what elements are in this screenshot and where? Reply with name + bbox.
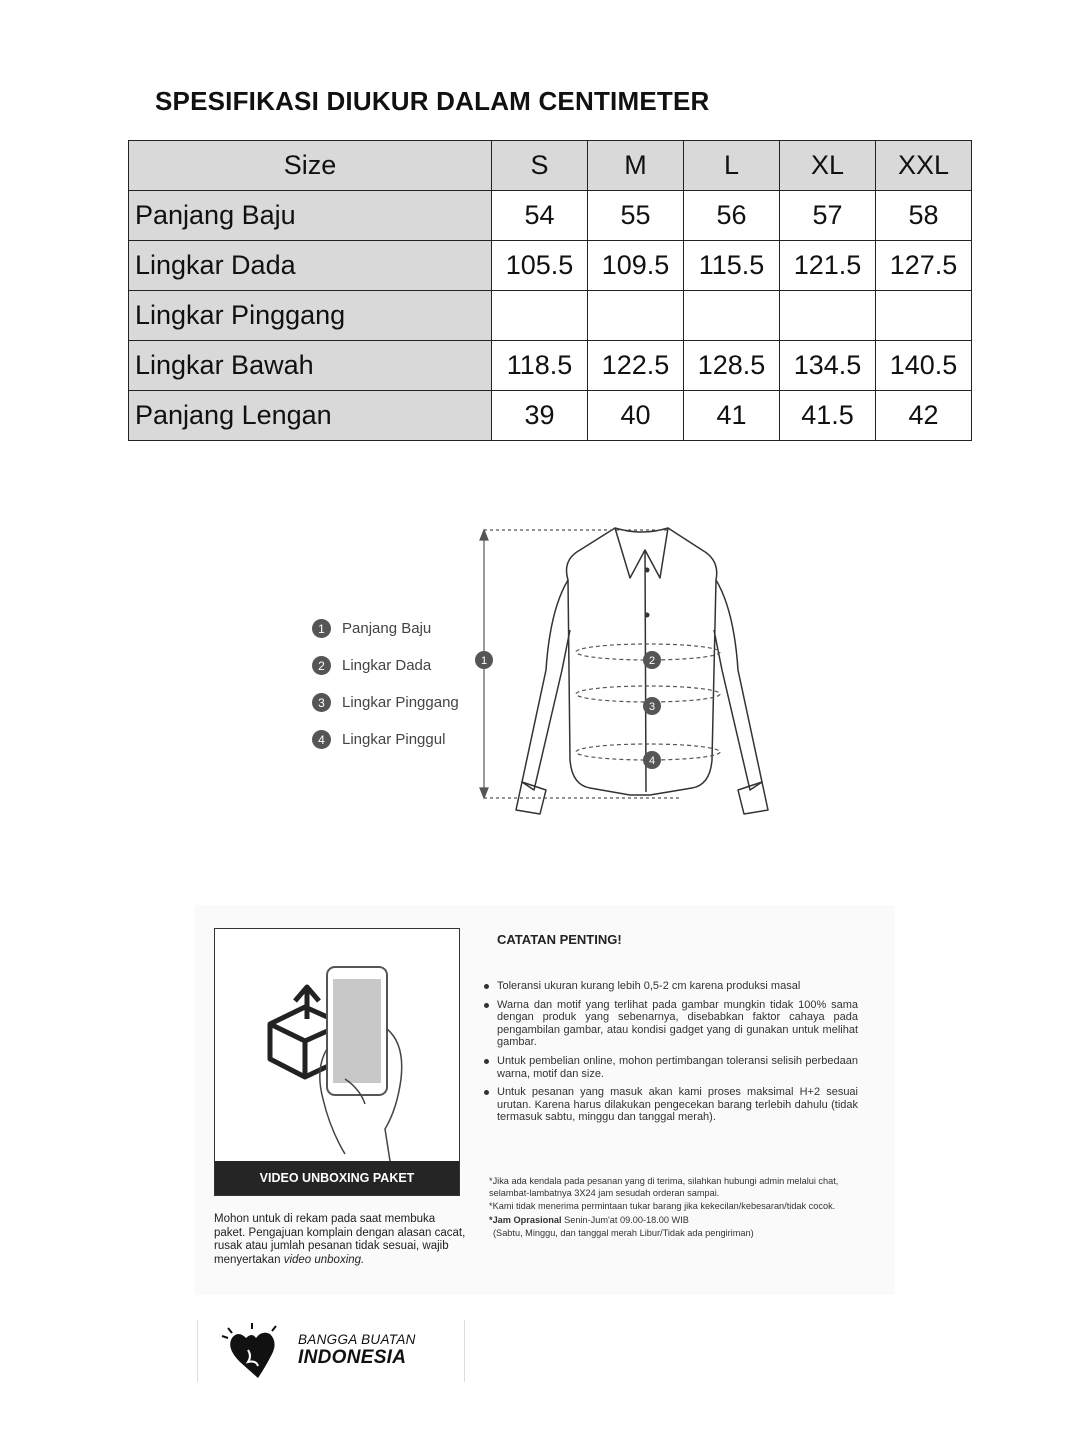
table-cell: 56 (684, 191, 780, 241)
legend-number: 2 (312, 656, 331, 675)
brand-logo (197, 1320, 465, 1382)
table-cell: 140.5 (876, 341, 972, 391)
hours-label: *Jam Oprasional (489, 1214, 562, 1225)
legend-number: 4 (312, 730, 331, 749)
marker-2-label: 2 (648, 655, 656, 667)
header-cell: XXL (876, 141, 972, 191)
row-label: Lingkar Bawah (129, 341, 492, 391)
table-cell (684, 291, 780, 341)
table-row (129, 241, 972, 291)
shirt-button (645, 613, 650, 618)
legend-item (312, 647, 459, 684)
left-sleeve (522, 580, 570, 790)
table-cell: 115.5 (684, 241, 780, 291)
heart-logo-icon (218, 1320, 298, 1382)
right-sleeve (714, 580, 762, 790)
table-cell: 122.5 (588, 341, 684, 391)
right-cuff (738, 782, 768, 814)
table-cell: 121.5 (780, 241, 876, 291)
legend-label: Panjang Baju (342, 620, 432, 637)
row-label: Panjang Lengan (129, 391, 492, 441)
shirt-body-outline (567, 528, 717, 795)
table-cell: 109.5 (588, 241, 684, 291)
table-cell: 57 (780, 191, 876, 241)
table-cell: 58 (876, 191, 972, 241)
table-header-row (129, 141, 972, 191)
note-item: Warna dan motif yang terlihat pada gambar mungkin tidak 100% sama dengan produk yang sebenarnya, disebabkan faktor cahaya pada pengambilan gambar, atau kondisi gadget yang di gunakan untuk melihat gambar. (483, 999, 858, 1049)
legend-item (312, 721, 459, 758)
shirt-measurement-diagram (470, 520, 800, 820)
unboxing-text-italic: video unboxing. (283, 1253, 365, 1266)
footnote: *Jika ada kendala pada pesanan yang di terima, silahkan hubungi admin melalui chat, selambat-lambatnya 3X24 jam sesudah orderan sampai. (489, 1176, 839, 1198)
table-row (129, 391, 972, 441)
legend-item (312, 684, 459, 721)
table-cell (780, 291, 876, 341)
table-cell: 41 (684, 391, 780, 441)
table-row (129, 291, 972, 341)
note-item: Toleransi ukuran kurang lebih 0,5-2 cm karena produksi masal (483, 980, 858, 993)
header-cell: M (588, 141, 684, 191)
legend-label: Lingkar Pinggang (342, 694, 459, 711)
footnote: *Kami tidak menerima permintaan tukar barang jika kekecilan/kebesaran/tidak cocok. (489, 1201, 836, 1211)
hours-value: Senin-Jum'at 09.00-18.00 WIB (564, 1214, 689, 1225)
header-cell: L (684, 141, 780, 191)
unboxing-text: Mohon untuk di rekam pada saat membuka paket. Pengajuan komplain dengan alasan cacat, rusak atau jumlah pesanan tidak sesuai, wajib menyertakan (214, 1213, 466, 1266)
page-title: SPESIFIKASI DIUKUR DALAM CENTIMETER (155, 86, 710, 116)
header-cell: XL (780, 141, 876, 191)
note-item: Untuk pesanan yang masuk akan kami proses maksimal H+2 sesuai urutan. Karena harus dilakukan pengecekan barang terlebih dahulu (tidak termasuk sabtu, minggu dan tanggal merah). (483, 1086, 858, 1124)
marker-3-label: 3 (648, 701, 656, 713)
table-cell: 42 (876, 391, 972, 441)
logo-text-line1: BANGGA BUATAN (298, 1332, 416, 1347)
table-cell: 118.5 (492, 341, 588, 391)
note-item: Untuk pembelian online, mohon pertimbangan toleransi selisih perbedaan warna, motif dan size. (483, 1055, 858, 1080)
marker-1-label: 1 (480, 655, 488, 667)
row-label: Panjang Baju (129, 191, 492, 241)
unboxing-instructions (214, 1213, 466, 1267)
footnotes (489, 1176, 879, 1242)
table-row (129, 341, 972, 391)
notes-list (483, 980, 858, 1130)
shirt-collar (615, 528, 668, 578)
table-cell: 127.5 (876, 241, 972, 291)
header-cell: S (492, 141, 588, 191)
notes-title: CATATAN PENTING! (497, 932, 622, 947)
legend-label: Lingkar Dada (342, 657, 432, 674)
marker-4-label: 4 (648, 755, 656, 767)
hours-note: (Sabtu, Minggu, dan tanggal merah Libur/Tidak ada pengiriman) (493, 1228, 754, 1238)
table-row (129, 191, 972, 241)
operating-hours (489, 1215, 879, 1227)
row-label: Lingkar Pinggang (129, 291, 492, 341)
legend-number: 1 (312, 619, 331, 638)
table-cell: 55 (588, 191, 684, 241)
legend-label: Lingkar Pinggul (342, 731, 446, 748)
row-label: Lingkar Dada (129, 241, 492, 291)
table-cell: 40 (588, 391, 684, 441)
table-cell (876, 291, 972, 341)
unboxing-icon (215, 929, 459, 1161)
legend-item (312, 610, 459, 647)
table-cell: 128.5 (684, 341, 780, 391)
table-cell: 105.5 (492, 241, 588, 291)
table-cell (588, 291, 684, 341)
arrow-head (480, 788, 488, 798)
legend-number: 3 (312, 693, 331, 712)
table-cell: 54 (492, 191, 588, 241)
arrow-head (480, 530, 488, 540)
table-cell: 134.5 (780, 341, 876, 391)
table-cell (492, 291, 588, 341)
unboxing-band: VIDEO UNBOXING PAKET (215, 1161, 459, 1195)
measurement-legend (312, 610, 459, 758)
logo-text-line2: INDONESIA (298, 1347, 407, 1368)
header-cell: Size (129, 141, 492, 191)
table-cell: 39 (492, 391, 588, 441)
shirt-button (645, 568, 650, 573)
table-cell: 41.5 (780, 391, 876, 441)
size-spec-table (128, 140, 972, 441)
unboxing-illustration (214, 928, 460, 1196)
